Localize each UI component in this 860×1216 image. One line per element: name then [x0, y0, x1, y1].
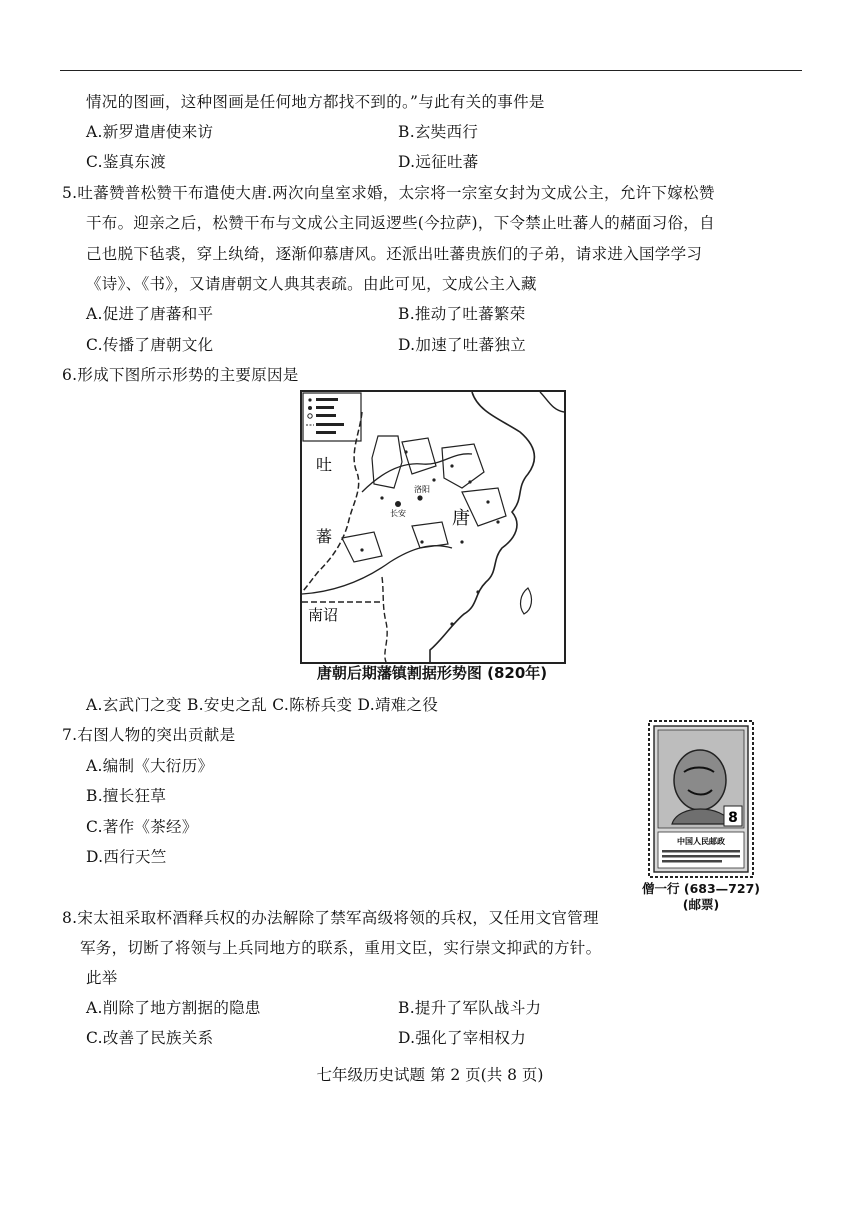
map-coastline: [430, 392, 534, 662]
map-label-luoyang: 洛阳: [414, 485, 430, 494]
map-label-tang: 唐: [452, 508, 470, 529]
tang-fanzhen-map: [300, 390, 566, 664]
q5-stem-line-4: 《诗》、《书》，又请唐朝文人典其表疏。由此可见，文成公主入藏: [86, 275, 537, 293]
q4-option-c: C.鉴真东渡: [86, 153, 167, 171]
page-footer: 七年级历史试题 第 2 页(共 8 页): [316, 1066, 544, 1084]
q5-stem-line-1: 5.吐蕃赞普松赞干布遣使大唐.两次向皇室求婚，太宗将一宗室女封为文成公主，允许下嫁松赞: [62, 184, 715, 202]
portrait-head: [674, 750, 726, 810]
q8-stem-line-2: 军务，切断了将领与上兵同地方的联系，重用文臣，实行崇文抑武的方针。: [80, 939, 602, 957]
map-caption: 唐朝后期藩镇割据形势图 (820年): [316, 664, 548, 682]
header-rule: [60, 70, 802, 71]
map-label-nanzhao: 南诏: [308, 606, 339, 624]
stamp-caption: [636, 881, 766, 913]
q8-option-b: B.提升了军队战斗力: [398, 999, 542, 1017]
q7-option-c: C.著作《茶经》: [86, 818, 198, 836]
q4-option-a: A.新罗遣唐使来访: [86, 123, 214, 141]
q6-stem: 6.形成下图所示形势的主要原因是: [62, 366, 299, 384]
q4-option-d: D.远征吐蕃: [398, 153, 479, 171]
q4-stem-tail: 情况的图画，这种图画是任何地方都找不到的。”与此有关的事件是: [86, 93, 545, 111]
stamp-text: 中国人民邮政: [677, 837, 725, 846]
q5-stem-line-2: 干布。迎亲之后，松赞干布与文成公主同返逻些(今拉萨)，下令禁止吐蕃人的赭面习俗，自: [86, 214, 715, 232]
q7-option-b: B.擅长狂草: [86, 787, 167, 805]
map-label-changan: 长安: [390, 509, 406, 518]
q7-stem: 7.右图人物的突出贡献是: [62, 726, 236, 744]
q8-option-c: C.改善了民族关系: [86, 1029, 214, 1047]
q8-option-d: D.强化了宰相权力: [398, 1029, 527, 1047]
q5-option-b: B.推动了吐蕃繁荣: [398, 305, 526, 323]
q5-stem-line-3: 己也脱下毡裘，穿上纨绮，逐渐仰慕唐风。还派出吐蕃贵族们的子弟，请求进入国学学习: [86, 245, 703, 263]
map-label-tubo-1: 吐: [316, 455, 333, 474]
q5-option-c: C.传播了唐朝文化: [86, 336, 214, 354]
stamp-caption-name: 僧一行 (683—727): [642, 881, 760, 896]
yixing-stamp: [648, 720, 754, 878]
map-island: [521, 588, 532, 614]
map-label-tubo-2: 蕃: [316, 527, 333, 546]
q5-option-d: D.加速了吐蕃独立: [398, 336, 527, 354]
q8-option-a: A.削除了地方割据的隐患: [86, 999, 261, 1017]
q6-options: A.玄武门之变 B.安史之乱 C.陈桥兵变 D.靖难之役: [86, 696, 439, 714]
map-drawing: [302, 392, 564, 662]
stamp-value: 8: [728, 810, 738, 826]
stamp-drawing: [648, 720, 754, 878]
q8-stem-line-1: 8.宋太祖采取杯酒释兵权的办法解除了禁军高级将领的兵权，又任用文官管理: [62, 909, 599, 927]
q4-option-b: B.玄奘西行: [398, 123, 479, 141]
q7-option-a: A.编制《大衍历》: [86, 757, 214, 775]
map-cities: [360, 450, 499, 625]
q8-stem-line-3: 此举: [86, 969, 118, 987]
map-river-yangtze: [302, 546, 452, 594]
stamp-caption-type: (邮票): [682, 897, 720, 912]
map-nanzhao-border: [382, 577, 387, 662]
q5-option-a: A.促进了唐蕃和平: [86, 305, 214, 323]
q7-option-d: D.西行天竺: [86, 848, 167, 866]
